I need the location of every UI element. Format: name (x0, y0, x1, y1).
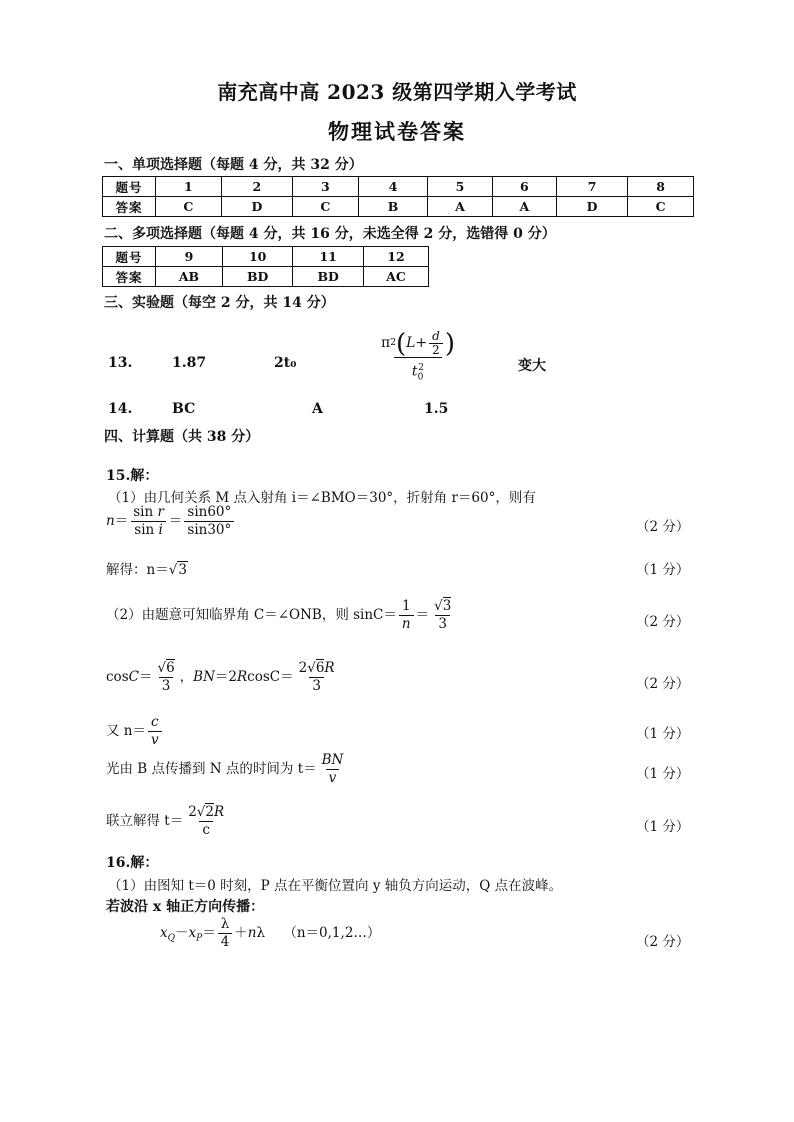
section1-answer-table (102, 176, 694, 217)
question-number: 4 (358, 177, 428, 197)
section3-heading: 三、实验题（每空 2 分，共 14 分） (104, 295, 335, 311)
question-number: 10 (222, 247, 293, 267)
q13-answer-3-formula: π 2 ( L + $\frac{d}{2}$ ) $t_0^2$ (376, 330, 460, 388)
q15-speed-formula: 又 n＝ $\frac{c}{v}$ (106, 714, 164, 749)
answer-cell: C (292, 197, 358, 217)
answer-cell: BD (222, 267, 293, 287)
question-number: 2 (221, 177, 292, 197)
answer-cell: BD (293, 267, 364, 287)
answer-cell: C (156, 197, 222, 217)
question-number: 8 (628, 177, 694, 197)
also-text: 又 n＝ (106, 723, 146, 739)
exam-title: 南充高中高 2023 级第四学期入学考试 (217, 80, 577, 104)
row-label: 答案 (103, 197, 156, 217)
q16-line1: （1）由图知 t＝0 时刻，P 点在平衡位置向 y 轴负方向运动，Q 点在波峰。 (108, 878, 563, 894)
answer-cell: C (628, 197, 694, 217)
q15-time-formula: 光由 B 点传播到 N 点的时间为 t＝ $\frac{BN}{v}$ (106, 752, 344, 786)
question-number: 12 (363, 247, 428, 267)
solve-label: 解得：n＝ (106, 562, 169, 578)
table-row (103, 267, 429, 287)
answer-cell: A (428, 197, 492, 217)
q15-title: 15.解： (106, 468, 159, 484)
q15-line1: （1）由几何关系 M 点入射角 i＝∠BMO＝30°，折射角 r＝60°，则有 (108, 490, 536, 506)
q15-solve: 解得：n＝√3 (106, 562, 187, 578)
answer-cell: D (221, 197, 292, 217)
question-number: 1 (156, 177, 222, 197)
q13-answer-1: 1.87 (172, 355, 207, 371)
q15-cos-formula: cosC＝ $\frac{√6}{3}$ ，BN＝2RcosC＝ $\frac{2√6R}{3}$ (106, 660, 335, 694)
q16-line2: 若波沿 x 轴正方向传播： (106, 899, 265, 915)
question-number: 11 (293, 247, 364, 267)
section4-heading: 四、计算题（共 38 分） (104, 429, 260, 445)
answer-cell: D (556, 197, 627, 217)
light-text: 光由 B 点传播到 N 点的时间为 t＝ (106, 761, 317, 777)
q14-number: 14. (108, 401, 133, 417)
score-label: （2 分） (636, 614, 690, 630)
answer-cell: AC (363, 267, 428, 287)
answer-cell: A (492, 197, 556, 217)
row-label: 题号 (103, 247, 156, 267)
q13-number: 13. (108, 355, 133, 371)
table-row (103, 177, 694, 197)
score-label: （1 分） (636, 562, 690, 578)
score-label: （2 分） (636, 934, 690, 950)
q13-answer-4: 变大 (518, 358, 546, 374)
question-number: 6 (492, 177, 556, 197)
q13-answer-2: 2t₀ (274, 355, 297, 371)
q16-condition: （n＝0,1,2…） (283, 925, 381, 941)
question-number: 3 (292, 177, 358, 197)
q14-answer-2: A (312, 401, 323, 417)
table-row (103, 247, 429, 267)
q14-answer-3: 1.5 (424, 401, 449, 417)
row-label: 答案 (103, 267, 156, 287)
answer-cell: AB (156, 267, 223, 287)
question-number: 5 (428, 177, 492, 197)
question-number: 7 (556, 177, 627, 197)
section2-heading: 二、多项选择题（每题 4 分，共 16 分，未选全得 2 分，选错得 0 分） (104, 226, 556, 242)
score-label: （2 分） (636, 519, 690, 535)
q15-critical-angle: （2）由题意可知临界角 C＝∠ONB，则 sinC＝ $\frac{1}{n}$ ＝ $\frac{√3}{3}$ (106, 598, 452, 632)
section2-answer-table (102, 246, 429, 287)
row-label: 题号 (103, 177, 156, 197)
part2-text: （2）由题意可知临界角 C＝∠ONB，则 sinC＝ (106, 607, 397, 623)
q16-wave-formula: $x_Q-x_P=$ $\frac{\lambda}{4}$ ＋nλ （n＝0,1,2…） (160, 916, 381, 950)
q15-snell-formula: n＝ $\frac{\text{sin r}}{\text{sin i}}$ ＝ $\frac{\sin 60^\circ}{\sin 30^\circ}$ (106, 504, 236, 539)
q15-result-formula: 联立解得 t＝ $\frac{2√2R}{c}$ (106, 804, 225, 838)
score-label: （2 分） (636, 676, 690, 692)
section1-heading: 一、单项选择题（每题 4 分，共 32 分） (104, 157, 363, 173)
answer-cell: B (358, 197, 428, 217)
table-row (103, 197, 694, 217)
score-label: （1 分） (636, 726, 690, 742)
answer-title: 物理试卷答案 (328, 119, 466, 144)
joint-text: 联立解得 t＝ (106, 813, 184, 829)
score-label: （1 分） (636, 819, 690, 835)
score-label: （1 分） (636, 766, 690, 782)
q16-title: 16.解： (106, 855, 159, 871)
question-number: 9 (156, 247, 223, 267)
q14-answer-1: BC (172, 401, 196, 417)
